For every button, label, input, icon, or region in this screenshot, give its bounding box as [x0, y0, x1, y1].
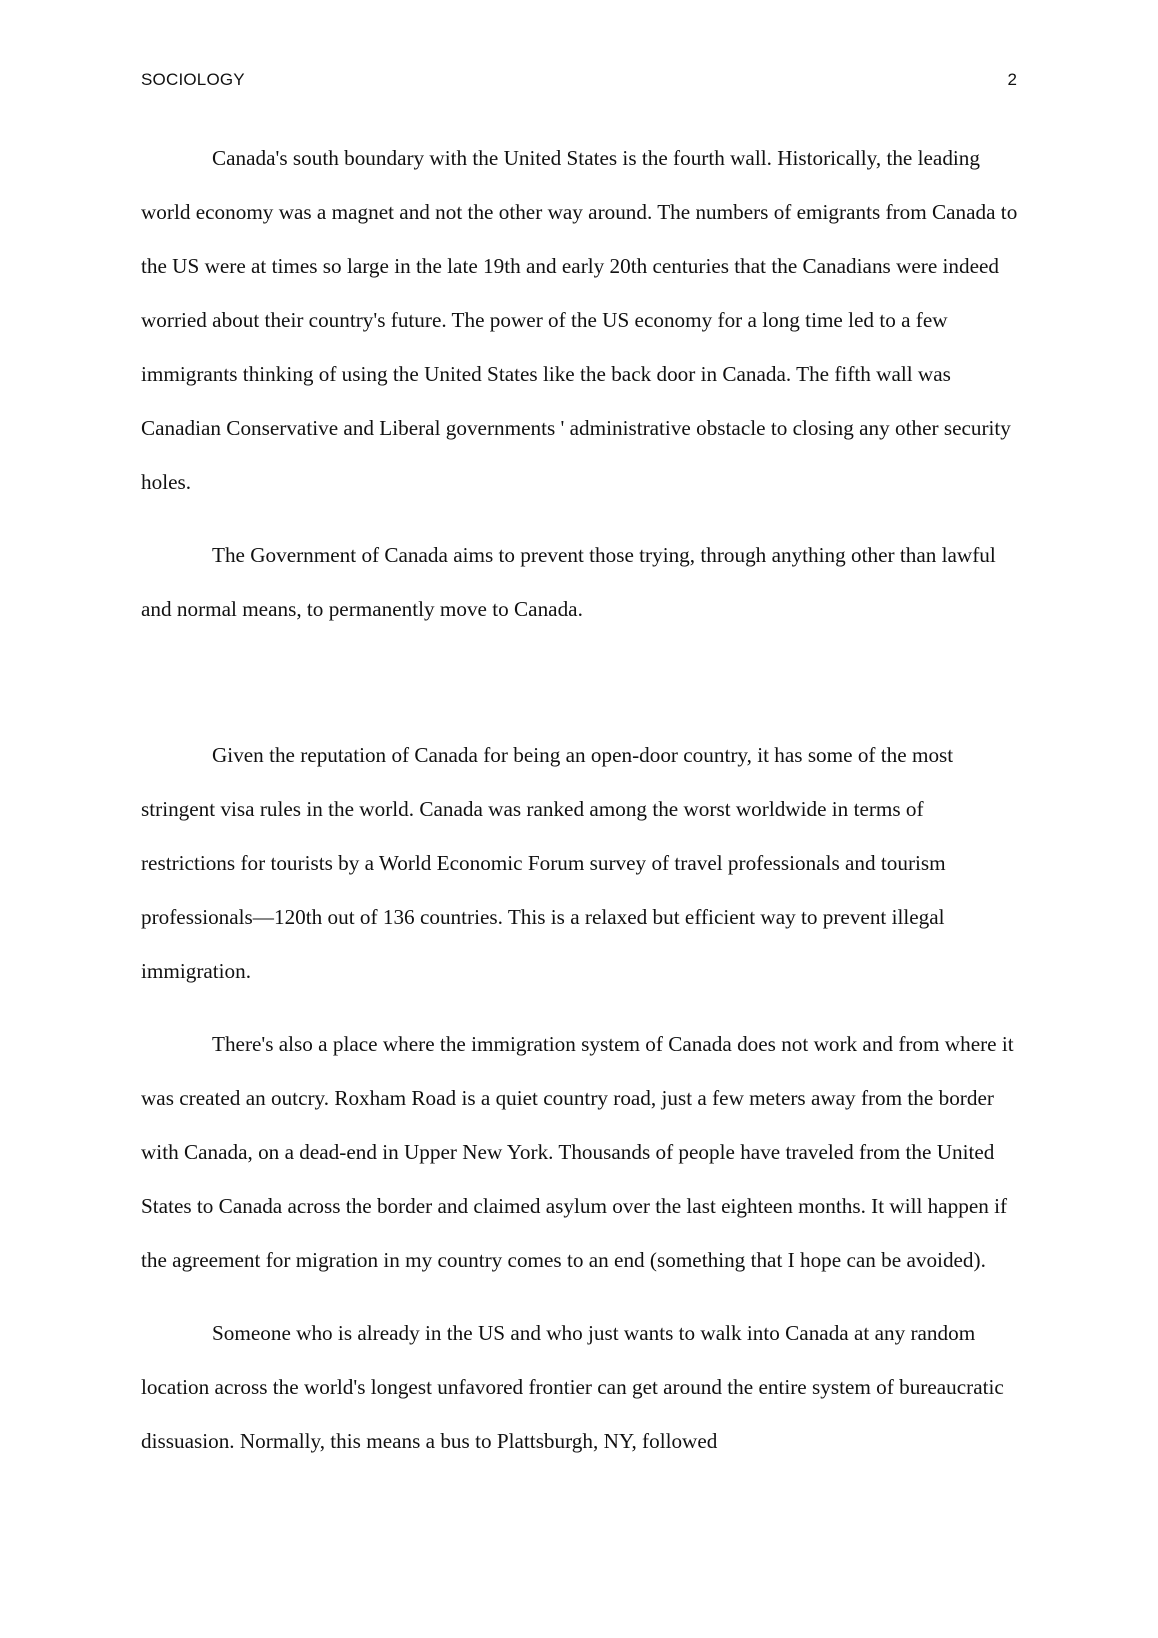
paragraph-4: There's also a place where the immigration system of Canada does not work and from where it was created an outcry. Roxham Road is a quiet country road, just a few meters away from the border with Canada, on a dead-end in Upper New York. Thousands of people have traveled from the United States to Canada across the border and claimed asylum over the last eighteen months. It will happen if the agreement for migration in my country comes to an end (something that I hope can be avoided).: [141, 1032, 1014, 1272]
paragraph-5: Someone who is already in the US and who just wants to walk into Canada at any random location across the world's longest unfavored frontier can get around the entire system of bureaucratic dissuasion. Normally, this means a bus to Plattsburgh, NY, followed: [141, 1321, 1004, 1453]
paragraph-2: The Government of Canada aims to prevent those trying, through anything other than lawful and normal means, to permanently move to Canada.: [141, 543, 996, 621]
paragraph-1: Canada's south boundary with the United States is the fourth wall. Historically, the leading world economy was a magnet and not the other way around. The numbers of emigrants from Canada to the US were at times so large in the late 19th and early 20th centuries that the Canadians were indeed worried about their country's future. The power of the US economy for a long time led to a few immigrants thinking of using the United States like the back door in Canada. The fifth wall was Canadian Conservative and Liberal governments ' administrative obstacle to closing any other security holes.: [141, 146, 1018, 494]
running-head: SOCIOLOGY: [141, 70, 245, 89]
page-number: 2: [1007, 70, 1017, 89]
page-header: [141, 70, 1017, 94]
paragraph-3: Given the reputation of Canada for being an open-door country, it has some of the most stringent visa rules in the world. Canada was ranked among the worst worldwide in terms of restrictions for tourists by a World Economic Forum survey of travel professionals and tourism professionals—120th out of 136 countries. This is a relaxed but efficient way to prevent illegal immigration.: [141, 743, 954, 983]
document-body: [141, 131, 1021, 1487]
paragraph-spacer: [141, 655, 1021, 728]
